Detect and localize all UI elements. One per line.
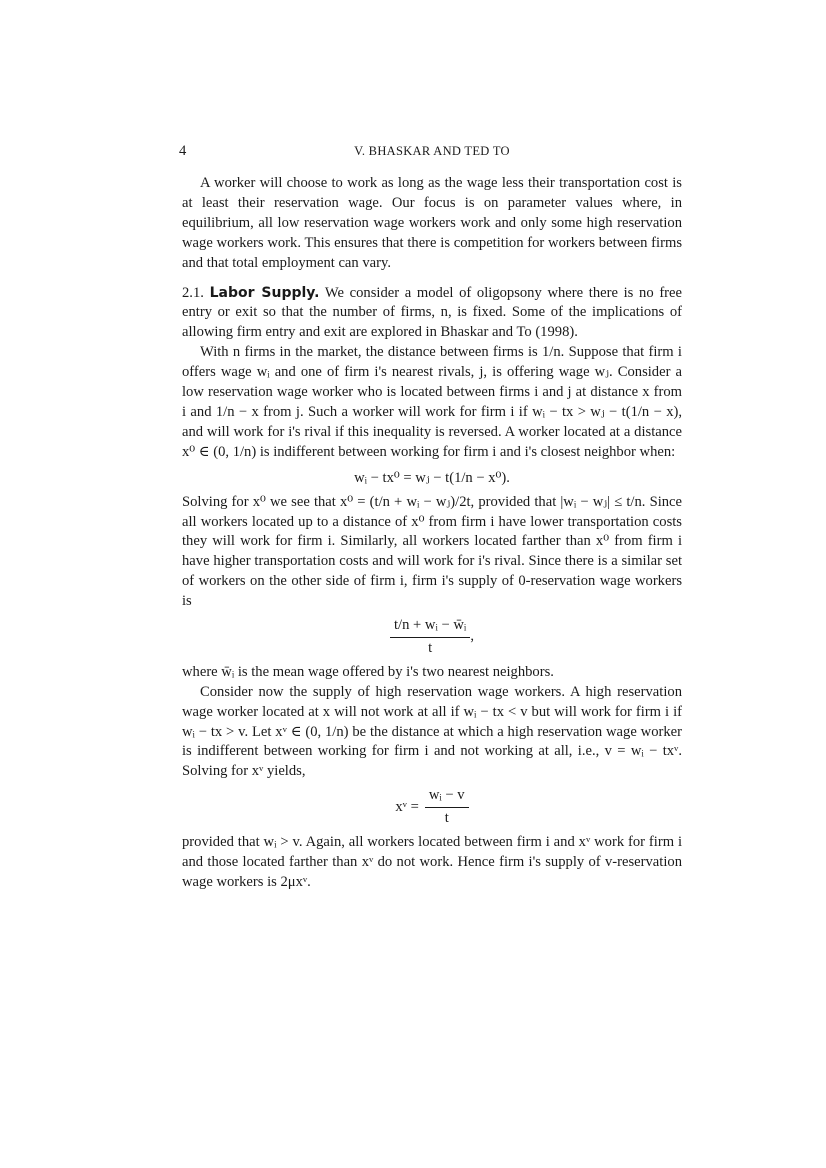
equation-lhs: xᵛ = bbox=[395, 798, 419, 815]
paragraph-high-reservation: Consider now the supply of high reservation wage workers. A high reservation wage worker located at x will not work at all if wᵢ − tx < v but will work for firm i if wᵢ − tx > v. Let xᵛ ∈ (0, 1/n) be the distance at which a high reservation wage worker is indifferent between working for firm i and not working at all, i.e., v = wᵢ − txᵛ. Solving for xᵛ yields, bbox=[182, 683, 682, 780]
paragraph-where: where w̄ᵢ is the mean wage offered by i's two nearest neighbors. bbox=[182, 663, 554, 680]
paragraph-final: provided that wᵢ > v. Again, all workers located between firm i and xᵛ work for firm i and those located farther than xᵛ do not work. Hence firm i's supply of v-reservation wage workers is 2μxᵛ. bbox=[182, 834, 682, 890]
fraction-numerator: t/n + wᵢ − w̄ᵢ bbox=[390, 616, 470, 638]
paragraph-intro: A worker will choose to work as long as the wage less their transportation cost is at least their reservation wage. Our focus is on parameter values where, in equilibrium, all low reservation wage workers work and only some high reservation wage workers work. This ensures that there is competition for workers between firms and that total employment can vary. bbox=[182, 175, 682, 271]
equation-xv bbox=[182, 786, 682, 829]
running-header bbox=[179, 142, 682, 162]
page-number: 4 bbox=[179, 143, 187, 159]
fraction bbox=[390, 616, 470, 659]
fraction bbox=[425, 786, 469, 829]
section-title: Labor Supply. bbox=[209, 284, 320, 301]
paragraph-distance: With n firms in the market, the distance between firms is 1/n. Suppose that firm i offers wage wᵢ and one of firm i's nearest rivals, j, is offering wage wⱼ. Consider a low reservation wage worker who is located between firms i and j at distance x from i and 1/n − x from j. Such a worker will work for firm i if wᵢ − tx > wⱼ − t(1/n − x), and will work for i's rival if this inequality is reversed. A worker located at a distance x⁰ ∈ (0, 1/n) is indifferent between working for firm i and i's closest neighbor when: bbox=[182, 344, 682, 460]
page-body bbox=[179, 142, 682, 893]
equation-punctuation: , bbox=[470, 628, 474, 645]
section-paragraph bbox=[182, 284, 682, 344]
paragraph-solving: Solving for x⁰ we see that x⁰ = (t/n + wᵢ − wⱼ)/2t, provided that |wᵢ − wⱼ| ≤ t/n. Since all workers located up to a distance of x⁰ from firm i have lower transportation costs they will work for firm i. Similarly, all workers located farther than x⁰ from firm i have higher transportation costs and will work for i's rival. Since there is a similar set of workers on the other side of firm i, firm i's supply of 0-reservation wage workers is bbox=[182, 493, 682, 610]
fraction-denominator: t bbox=[444, 810, 449, 827]
section-body: We consider a model of oligopsony where there is no free entry or exit so that the number of firms, n, is fixed. Some of the implications of allowing firm entry and exit are explored in Bhaskar and To (1998). bbox=[182, 284, 682, 341]
equation-indifference: wᵢ − tx⁰ = wⱼ − t(1/n − x⁰). bbox=[354, 469, 510, 486]
equation-supply-zero bbox=[182, 616, 682, 659]
fraction-denominator: t bbox=[428, 639, 433, 656]
section-number: 2.1. bbox=[182, 284, 204, 301]
running-title: V. BHASKAR AND TED TO bbox=[354, 144, 510, 158]
fraction-numerator: wᵢ − v bbox=[425, 786, 469, 808]
